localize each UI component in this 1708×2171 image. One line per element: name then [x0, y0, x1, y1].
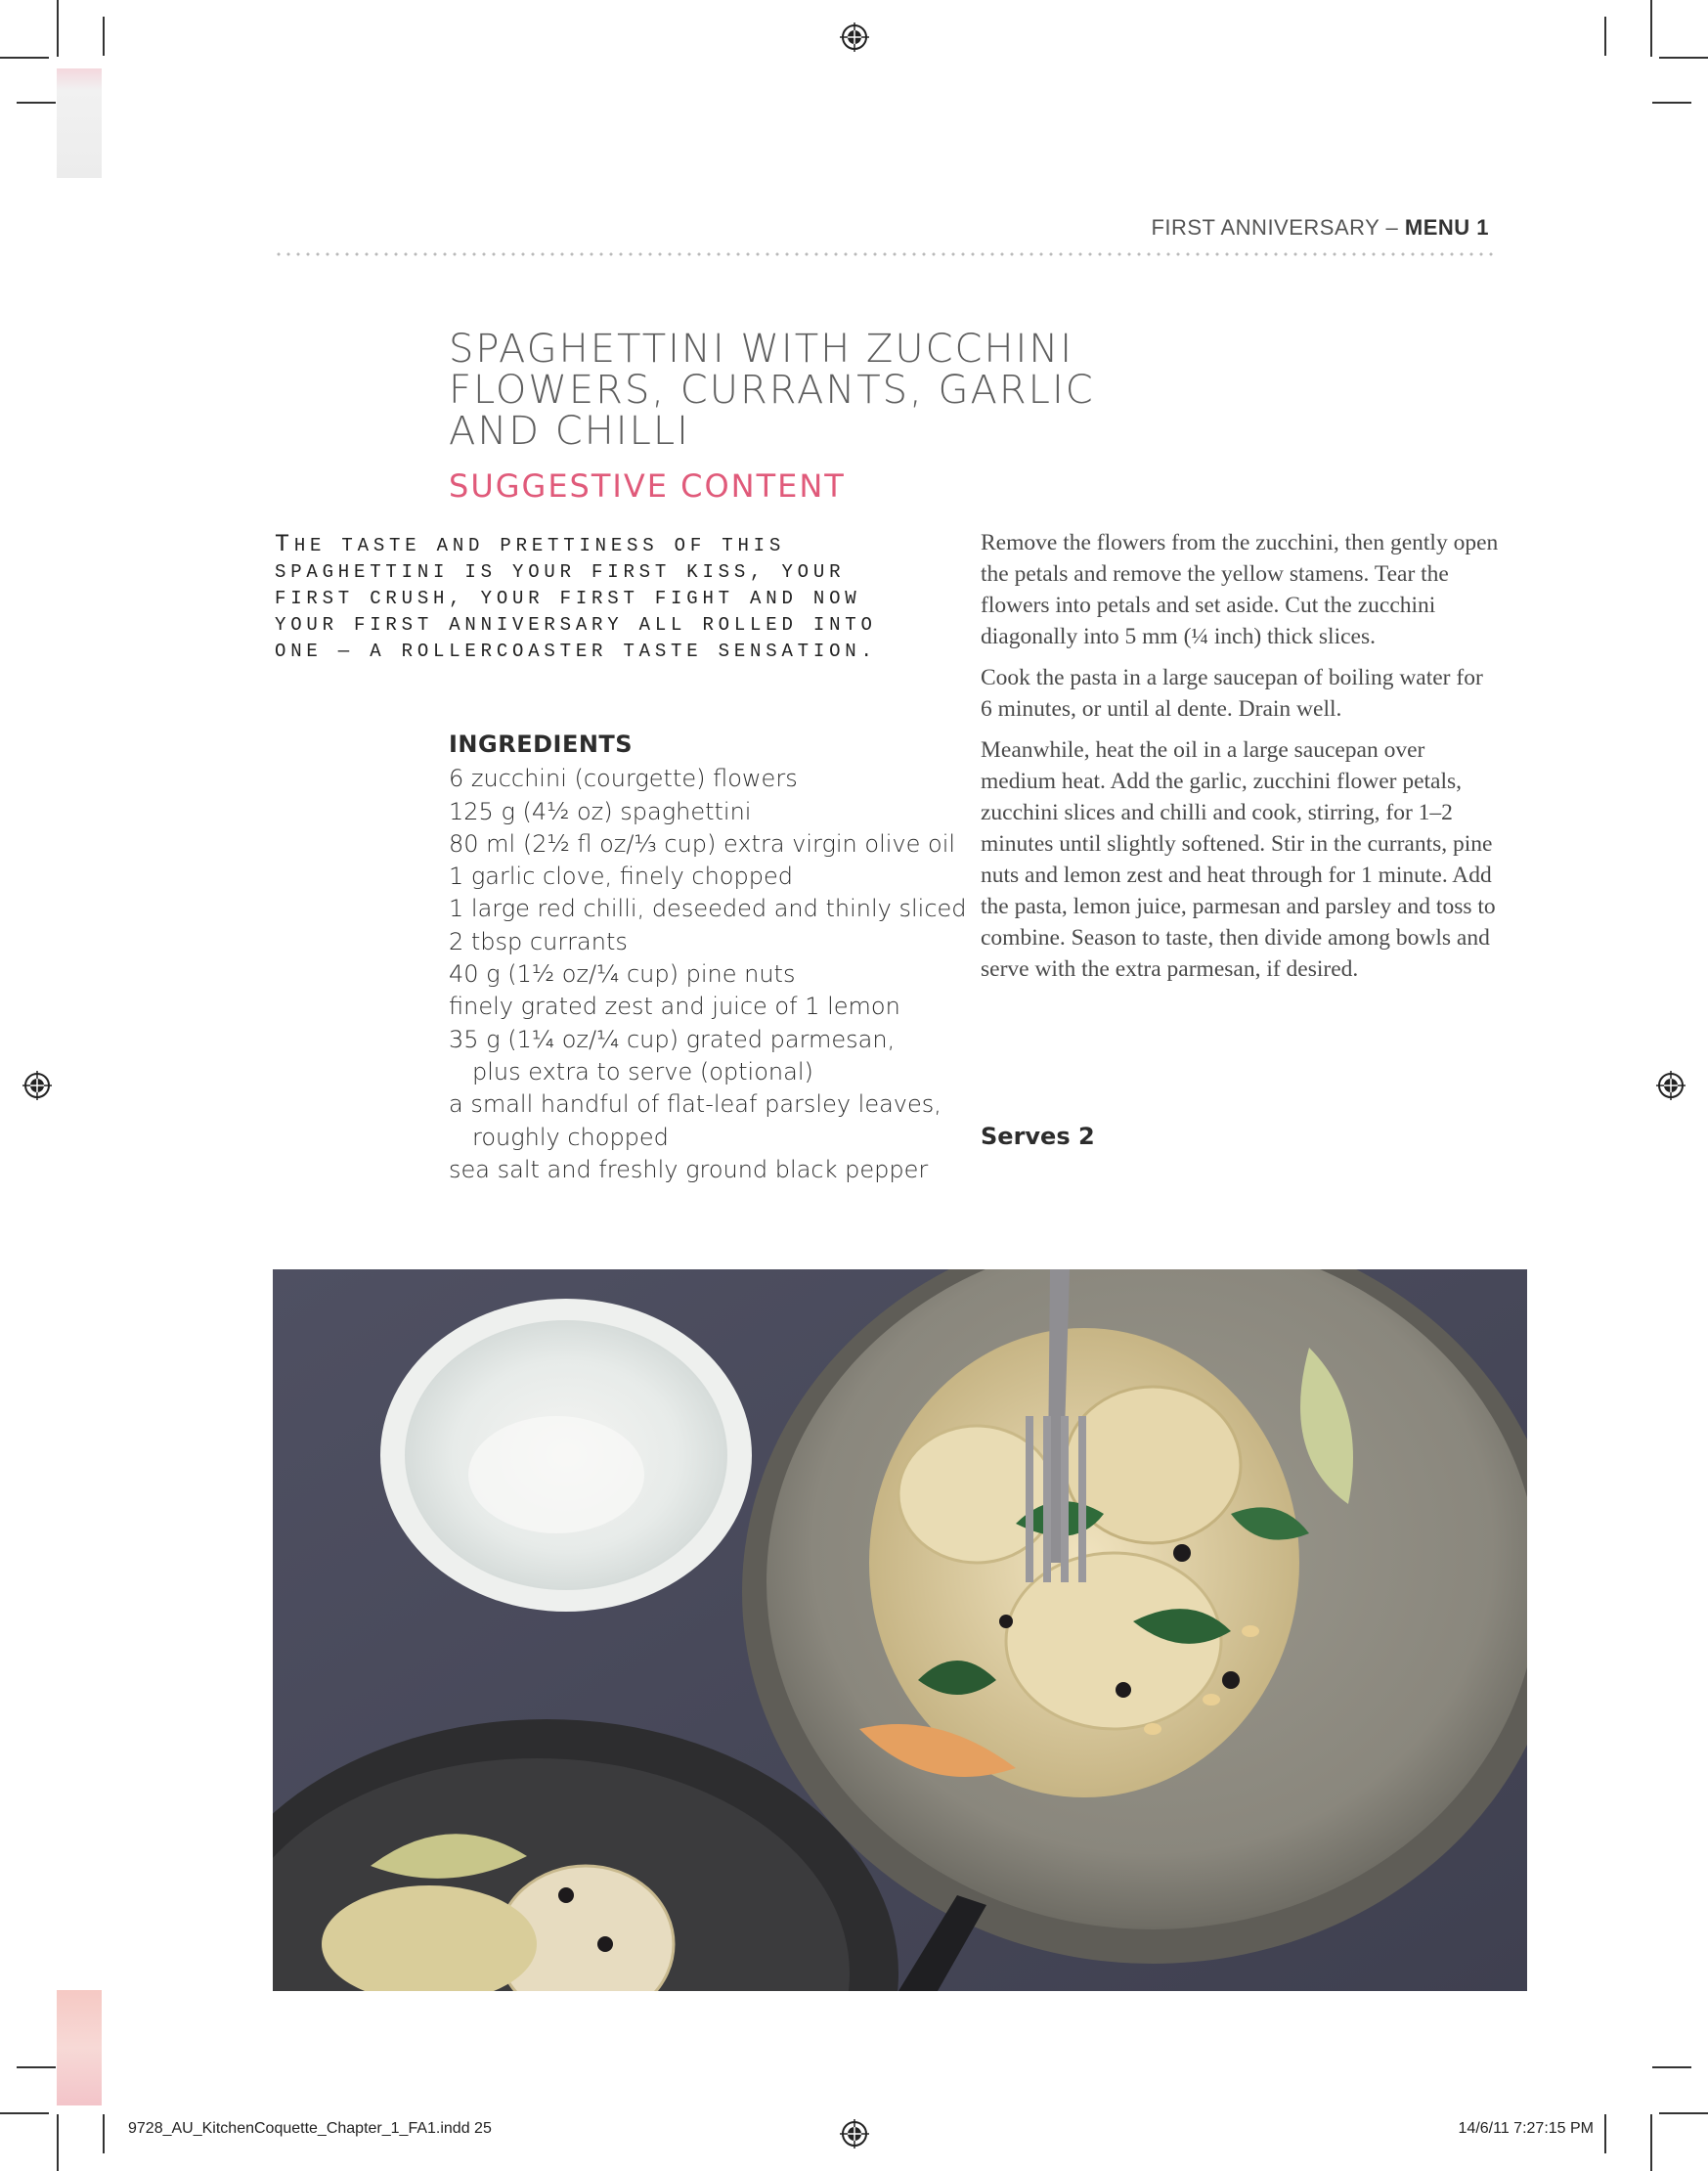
slug-timestamp: 14/6/11 7:27:15 PM — [1458, 2120, 1594, 2137]
crop-mark — [57, 0, 59, 57]
ingredient-item: 1 garlic clove, finely chopped — [449, 863, 793, 891]
crop-mark — [1652, 2066, 1691, 2068]
crop-mark — [1604, 17, 1606, 56]
recipe-title — [449, 329, 1114, 452]
crop-mark — [57, 2114, 59, 2171]
ingredient-item: 35 g (1¼ oz/¼ cup) grated parmesan, — [449, 1025, 896, 1053]
ingredient-item: sea salt and freshly ground black pepper — [449, 1155, 929, 1183]
ingredient-item: roughly chopped — [472, 1123, 669, 1151]
ingredient-item: 6 zucchini (courgette) flowers — [449, 765, 798, 793]
color-bar — [57, 1990, 102, 2105]
crop-mark — [1650, 0, 1652, 57]
ingredients-heading: INGREDIENTS — [449, 731, 634, 758]
slug-file: 9728_AU_KitchenCoquette_Chapter_1_FA1.indd 25 — [128, 2120, 492, 2137]
recipe-photo — [273, 1269, 1527, 1991]
color-bar — [57, 68, 102, 178]
recipe-subtitle: SUGGESTIVE CONTENT — [449, 467, 846, 505]
title-line: AND CHILLI — [449, 409, 690, 454]
method-paragraph: Cook the pasta in a large saucepan of boiling water for 6 minutes, or until al dente. Drain well. — [981, 665, 1483, 722]
dotted-rule — [274, 252, 1496, 256]
crop-mark — [103, 2114, 105, 2153]
ingredient-item: 125 g (4½ oz) spaghettini — [449, 797, 752, 825]
method-paragraph: Meanwhile, heat the oil in a large saucepan over medium heat. Add the garlic, zucchini flower petals, zucchini slices and chilli and cook, stirring, for 1–2 minutes until slightly softened. Stir in the currants, pine nuts and lemon zest and heat through for 1 minute. Add the pasta, lemon juice, parmesan and parsley and toss to combine. Season to taste, then divide among bowls and serve with the extra parmesan, if desired. — [981, 737, 1496, 982]
title-line: FLOWERS, CURRANTS, GARLIC — [449, 368, 1095, 413]
crop-mark — [103, 17, 105, 56]
ingredient-item: 1 large red chilli, deseeded and thinly sliced — [449, 895, 967, 923]
crop-mark — [0, 57, 49, 59]
recipe-intro — [275, 531, 900, 665]
header-menu: MENU 1 — [1404, 215, 1489, 240]
crop-mark — [1659, 57, 1708, 59]
registration-mark-icon — [22, 1071, 52, 1100]
intro-initial: T — [275, 530, 294, 558]
ingredient-item: finely grated zest and juice of 1 lemon — [449, 993, 900, 1021]
crop-mark — [17, 102, 56, 104]
ingredients-list — [449, 729, 967, 1186]
registration-mark-icon — [1656, 1071, 1686, 1100]
running-header — [1151, 215, 1489, 241]
ingredient-item: 2 tbsp currants — [449, 927, 628, 955]
crop-mark — [1604, 2114, 1606, 2153]
crop-mark — [17, 2066, 56, 2068]
method-text — [981, 527, 1499, 995]
registration-mark-icon — [840, 22, 869, 52]
pasta-photo-illustration — [273, 1269, 1527, 1991]
crop-mark — [0, 2112, 49, 2114]
crop-mark — [1659, 2112, 1708, 2114]
serves-label: Serves 2 — [981, 1123, 1095, 1150]
title-line: SPAGHETTINI WITH ZUCCHINI — [449, 327, 1074, 372]
ingredient-item: a small handful of flat-leaf parsley leaves, — [449, 1090, 942, 1119]
header-section: FIRST ANNIVERSARY – — [1151, 215, 1405, 240]
ingredient-item: plus extra to serve (optional) — [472, 1057, 813, 1086]
intro-text: HE TASTE AND PRETTINESS OF THIS SPAGHETTINI IS YOUR FIRST KISS, YOUR FIRST CRUSH, YOUR FIRST FIGHT AND NOW YOUR FIRST ANNIVERSARY ALL ROLLED INTO ONE — A ROLLERCOASTER TASTE SENSATION. — [275, 535, 877, 662]
registration-mark-icon — [840, 2119, 869, 2149]
method-paragraph: Remove the flowers from the zucchini, then gently open the petals and remove the yellow stamens. Tear the flowers into petals and set aside. Cut the zucchini diagonally into 5 mm (¼ inch) thick slices. — [981, 530, 1499, 649]
ingredient-item: 40 g (1½ oz/¼ cup) pine nuts — [449, 960, 796, 989]
crop-mark — [1652, 102, 1691, 104]
ingredient-item: 80 ml (2½ fl oz/⅓ cup) extra virgin olive oil — [449, 829, 956, 858]
crop-mark — [1650, 2114, 1652, 2171]
